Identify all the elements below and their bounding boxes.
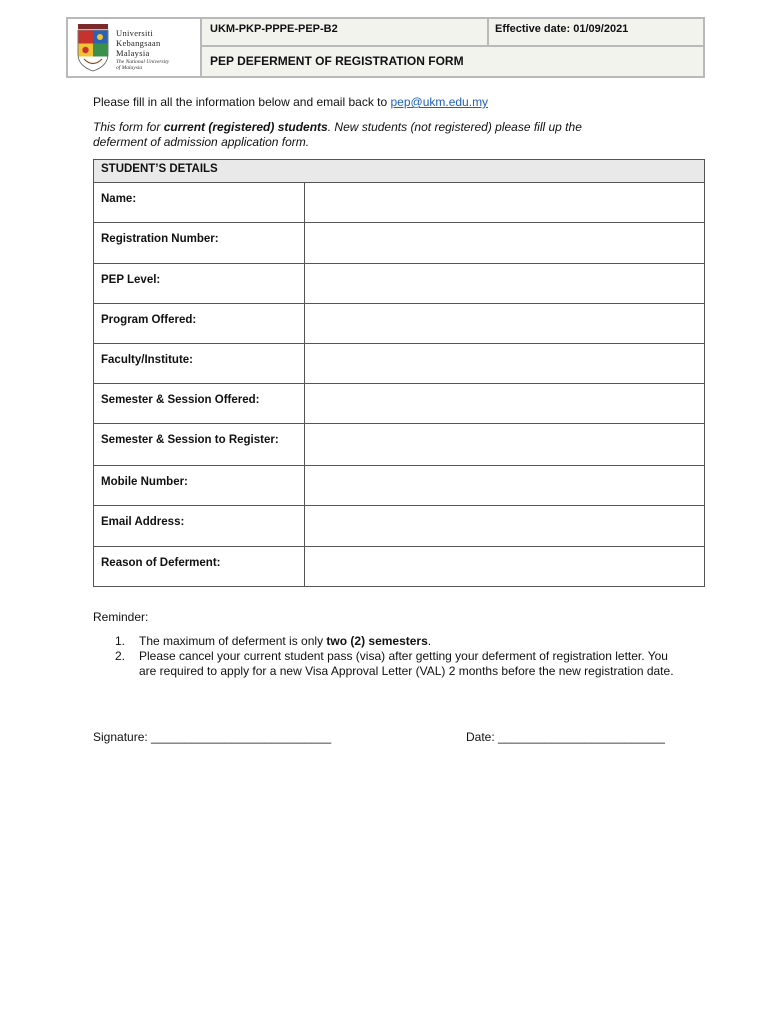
logo-cell [68, 19, 202, 76]
university-subtitle [116, 59, 169, 71]
field-input-email-address[interactable] [305, 506, 705, 547]
note-bold: current (registered) students [163, 120, 328, 134]
field-label-semester-session-register: Semester & Session to Register: [94, 424, 305, 466]
form-header [66, 17, 705, 78]
field-input-semester-session-offered[interactable] [305, 384, 705, 424]
field-label-registration-number: Registration Number: [94, 223, 305, 264]
table-row [94, 466, 705, 506]
signature-line[interactable]: Signature: ___________________________ [93, 730, 332, 744]
note-rest: . New students (not registered) please fill up the [327, 120, 582, 134]
table-row [94, 223, 705, 264]
table-row [94, 384, 705, 424]
field-label-pep-level: PEP Level: [94, 264, 305, 304]
item-text: The maximum of deferment is only [139, 634, 327, 648]
crest-icon [74, 24, 112, 72]
intro-instruction: Please fill in all the information below and email back to [93, 95, 391, 109]
list-item [115, 649, 675, 679]
field-input-mobile-number[interactable] [305, 466, 705, 506]
student-details-table [93, 159, 705, 587]
field-input-name[interactable] [305, 183, 705, 223]
table-row [94, 424, 705, 466]
table-row [94, 183, 705, 223]
field-label-mobile-number: Mobile Number: [94, 466, 305, 506]
logo-line-2: Kebangsaan [116, 38, 161, 48]
field-label-email-address: Email Address: [94, 506, 305, 547]
reminder-list [115, 634, 675, 679]
university-name [116, 28, 161, 58]
item-tail: . [427, 634, 432, 648]
field-input-program-offered[interactable] [305, 304, 705, 344]
item-bold-text: two (2) semesters [326, 634, 428, 648]
intro-text [93, 95, 488, 109]
reminder-title: Reminder: [93, 610, 149, 624]
form-title: PEP DEFERMENT OF REGISTRATION FORM [202, 47, 703, 76]
table-row [94, 264, 705, 304]
university-logo [72, 22, 198, 74]
field-label-semester-session-offered: Semester & Session Offered: [94, 384, 305, 424]
item-number: 1. [115, 634, 126, 648]
field-input-faculty-institute[interactable] [305, 344, 705, 384]
note-line-2: deferment of admission application form. [93, 135, 310, 149]
logo-sub-line-1: The National University [116, 59, 170, 65]
logo-line-1: Universiti [116, 28, 153, 38]
field-label-name: Name: [94, 183, 305, 223]
table-row [94, 344, 705, 384]
registration-note [93, 120, 653, 150]
table-row [94, 506, 705, 547]
field-label-reason-of-deferment: Reason of Deferment: [94, 547, 305, 587]
field-label-faculty-institute: Faculty/Institute: [94, 344, 305, 384]
document-code: UKM-PKP-PPPE-PEP-B2 [202, 19, 489, 47]
field-input-pep-level[interactable] [305, 264, 705, 304]
note-prefix: This form for [93, 120, 164, 134]
logo-line-3: Malaysia [116, 48, 150, 58]
logo-sub-line-2: of Malaysia [116, 65, 143, 71]
table-heading: STUDENT’S DETAILS [94, 160, 705, 183]
table-row [94, 304, 705, 344]
effective-date: Effective date: 01/09/2021 [489, 19, 703, 47]
list-item [115, 634, 675, 649]
field-input-registration-number[interactable] [305, 223, 705, 264]
item-number: 2. [115, 649, 126, 663]
field-input-reason-of-deferment[interactable] [305, 547, 705, 587]
email-link[interactable]: pep@ukm.edu.my [390, 95, 489, 109]
date-line[interactable]: Date: _________________________ [466, 730, 665, 744]
item-text: Please cancel your current student pass (visa) after getting your deferment of registration letter. You are required to apply for a new Visa Approval Letter (VAL) 2 months before the new registration date. [139, 649, 674, 678]
table-row [94, 547, 705, 587]
field-input-semester-session-register[interactable] [305, 424, 705, 466]
field-label-program-offered: Program Offered: [94, 304, 305, 344]
